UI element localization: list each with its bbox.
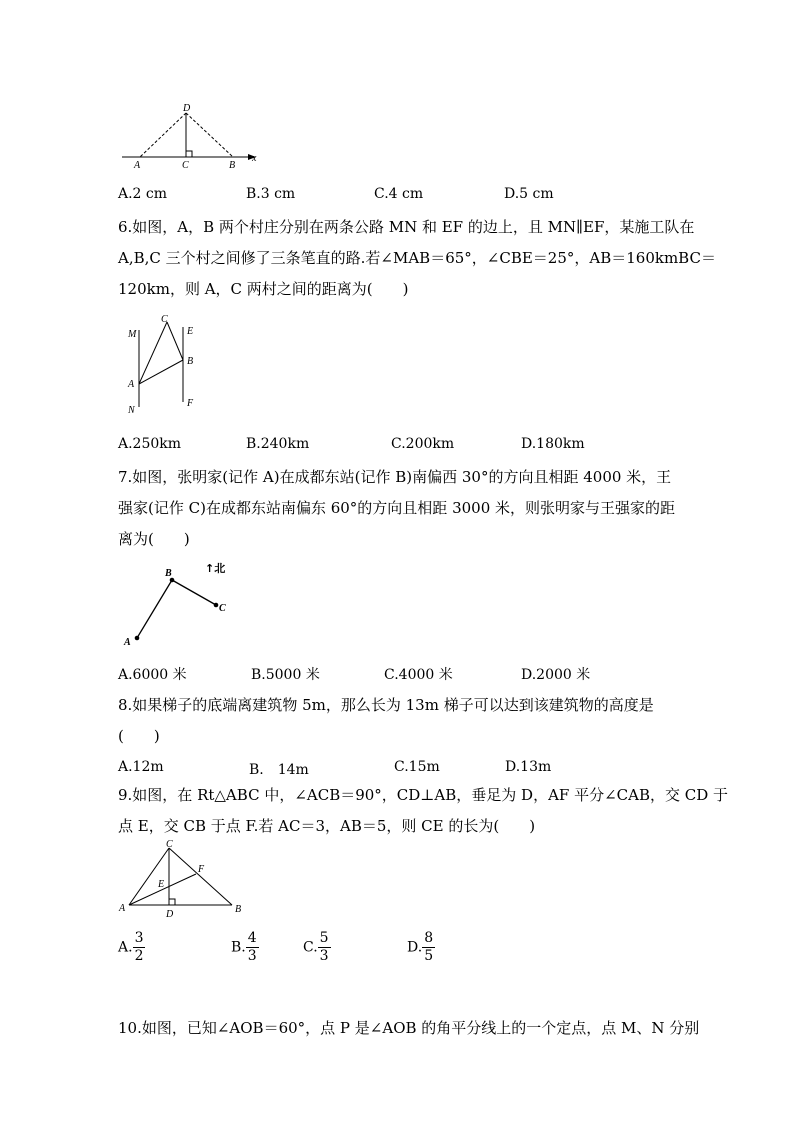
q5-label-C: C xyxy=(182,160,189,171)
q6-option-c: C.200km xyxy=(391,436,455,452)
q7-text-line-2: 强家(记作 C)在成都东站南偏东 60°的方向且相距 3000 米，则张明家与王强家的距 xyxy=(118,499,676,517)
q9-text-line-2: 点 E，交 CB 于点 F.若 AC＝3，AB＝5，则 CE 的长为( ) xyxy=(118,817,536,835)
q9-label-A: A xyxy=(119,903,126,914)
q9-option-c-label: C. xyxy=(303,939,318,956)
q6-label-N: N xyxy=(128,405,135,416)
q9-option-a xyxy=(118,930,145,965)
q6-option-a: A.250km xyxy=(118,436,182,452)
q5-label-B: B xyxy=(229,160,236,171)
q9-option-d-numerator: 8 xyxy=(424,930,434,946)
q6-text-line-1: 6.如图，A，B 两个村庄分别在两条公路 MN 和 EF 的边上，且 MN∥EF，某施工队在 xyxy=(118,218,695,236)
q9-label-E: E xyxy=(158,879,165,890)
q7-figure xyxy=(118,556,248,650)
q6-label-A: A xyxy=(128,379,135,390)
q6-figure xyxy=(118,312,208,420)
q9-option-c-numerator: 5 xyxy=(319,930,329,946)
q9-option-c-fraction xyxy=(318,930,331,965)
q9-option-b-fraction xyxy=(246,930,259,965)
q5-figure xyxy=(118,100,268,172)
q5-option-d: D.5 cm xyxy=(504,186,554,202)
q9-option-a-label: A. xyxy=(118,939,133,956)
q9-option-a-denominator: 2 xyxy=(134,948,144,964)
q6-label-E: E xyxy=(187,326,194,337)
q8-text-line-1: 8.如果梯子的底端离建筑物 5m，那么长为 13m 梯子可以达到该建筑物的高度是 xyxy=(118,696,654,714)
q9-option-c-denominator: 3 xyxy=(319,948,329,964)
q9-option-d xyxy=(407,930,435,965)
q9-option-b-denominator: 3 xyxy=(247,948,257,964)
q7-text-line-3: 离为( ) xyxy=(118,530,190,548)
q7-north-label: ↑北 xyxy=(205,562,226,575)
q9-option-d-denominator: 5 xyxy=(424,948,434,964)
q6-label-C: C xyxy=(161,314,168,325)
q9-option-a-fraction xyxy=(133,930,146,965)
q9-option-b-numerator: 4 xyxy=(247,930,257,946)
q9-option-d-label: D. xyxy=(407,939,423,956)
q9-label-C: C xyxy=(166,839,173,850)
q7-label-C: C xyxy=(219,603,226,614)
q5-option-a: A.2 cm xyxy=(118,186,168,202)
q5-label-D: D xyxy=(183,103,191,114)
q9-option-d-fraction xyxy=(422,930,435,965)
q6-option-d: D.180km xyxy=(521,436,585,452)
q6-label-F: F xyxy=(187,398,194,409)
q8-option-d: D.13m xyxy=(505,759,552,775)
q9-label-B: B xyxy=(235,904,242,915)
q7-text-line-1: 7.如图，张明家(记作 A)在成都东站(记作 B)南偏西 30°的方向且相距 4000 米，王 xyxy=(118,468,672,486)
q6-option-b: B.240km xyxy=(246,436,310,452)
q5-label-A: A xyxy=(134,160,141,171)
q9-option-b-label: B. xyxy=(231,939,246,956)
q6-label-B: B xyxy=(187,356,194,367)
q8-text-line-2: ( ) xyxy=(118,727,160,745)
q7-label-A: A xyxy=(124,637,131,648)
q5-option-b: B.3 cm xyxy=(246,186,296,202)
q9-text-line-1: 9.如图，在 Rt△ABC 中，∠ACB＝90°，CD⊥AB，垂足为 D，AF 平分∠CAB，交 CD 于 xyxy=(118,786,729,804)
q8-option-b: B. 14m xyxy=(249,762,309,778)
q7-option-d: D.2000 米 xyxy=(521,667,591,683)
q6-label-M: M xyxy=(128,329,137,340)
q5-option-c: C.4 cm xyxy=(374,186,424,202)
q9-option-b xyxy=(231,930,259,965)
q7-label-B: B xyxy=(165,568,172,579)
q9-label-F: F xyxy=(198,864,205,875)
q9-option-a-numerator: 3 xyxy=(134,930,144,946)
q6-text-line-2: A,B,C 三个村之间修了三条笔直的路.若∠MAB＝65°，∠CBE＝25°，AB＝160kmBC＝ xyxy=(118,249,716,267)
q8-option-c: C.15m xyxy=(394,759,440,775)
q7-option-b: B.5000 米 xyxy=(251,667,320,683)
q8-option-a: A.12m xyxy=(118,759,164,775)
q5-label-x: x xyxy=(252,153,257,164)
q9-figure xyxy=(116,838,251,920)
q9-label-D: D xyxy=(166,909,174,920)
q9-option-c xyxy=(303,930,331,965)
q7-option-a: A.6000 米 xyxy=(118,667,187,683)
q7-option-c: C.4000 米 xyxy=(384,667,453,683)
q6-text-line-3: 120km，则 A，C 两村之间的距离为( ) xyxy=(118,280,409,298)
q10-text-line-1: 10.如图，已知∠AOB＝60°，点 P 是∠AOB 的角平分线上的一个定点，点 M、N 分别 xyxy=(118,1019,700,1037)
